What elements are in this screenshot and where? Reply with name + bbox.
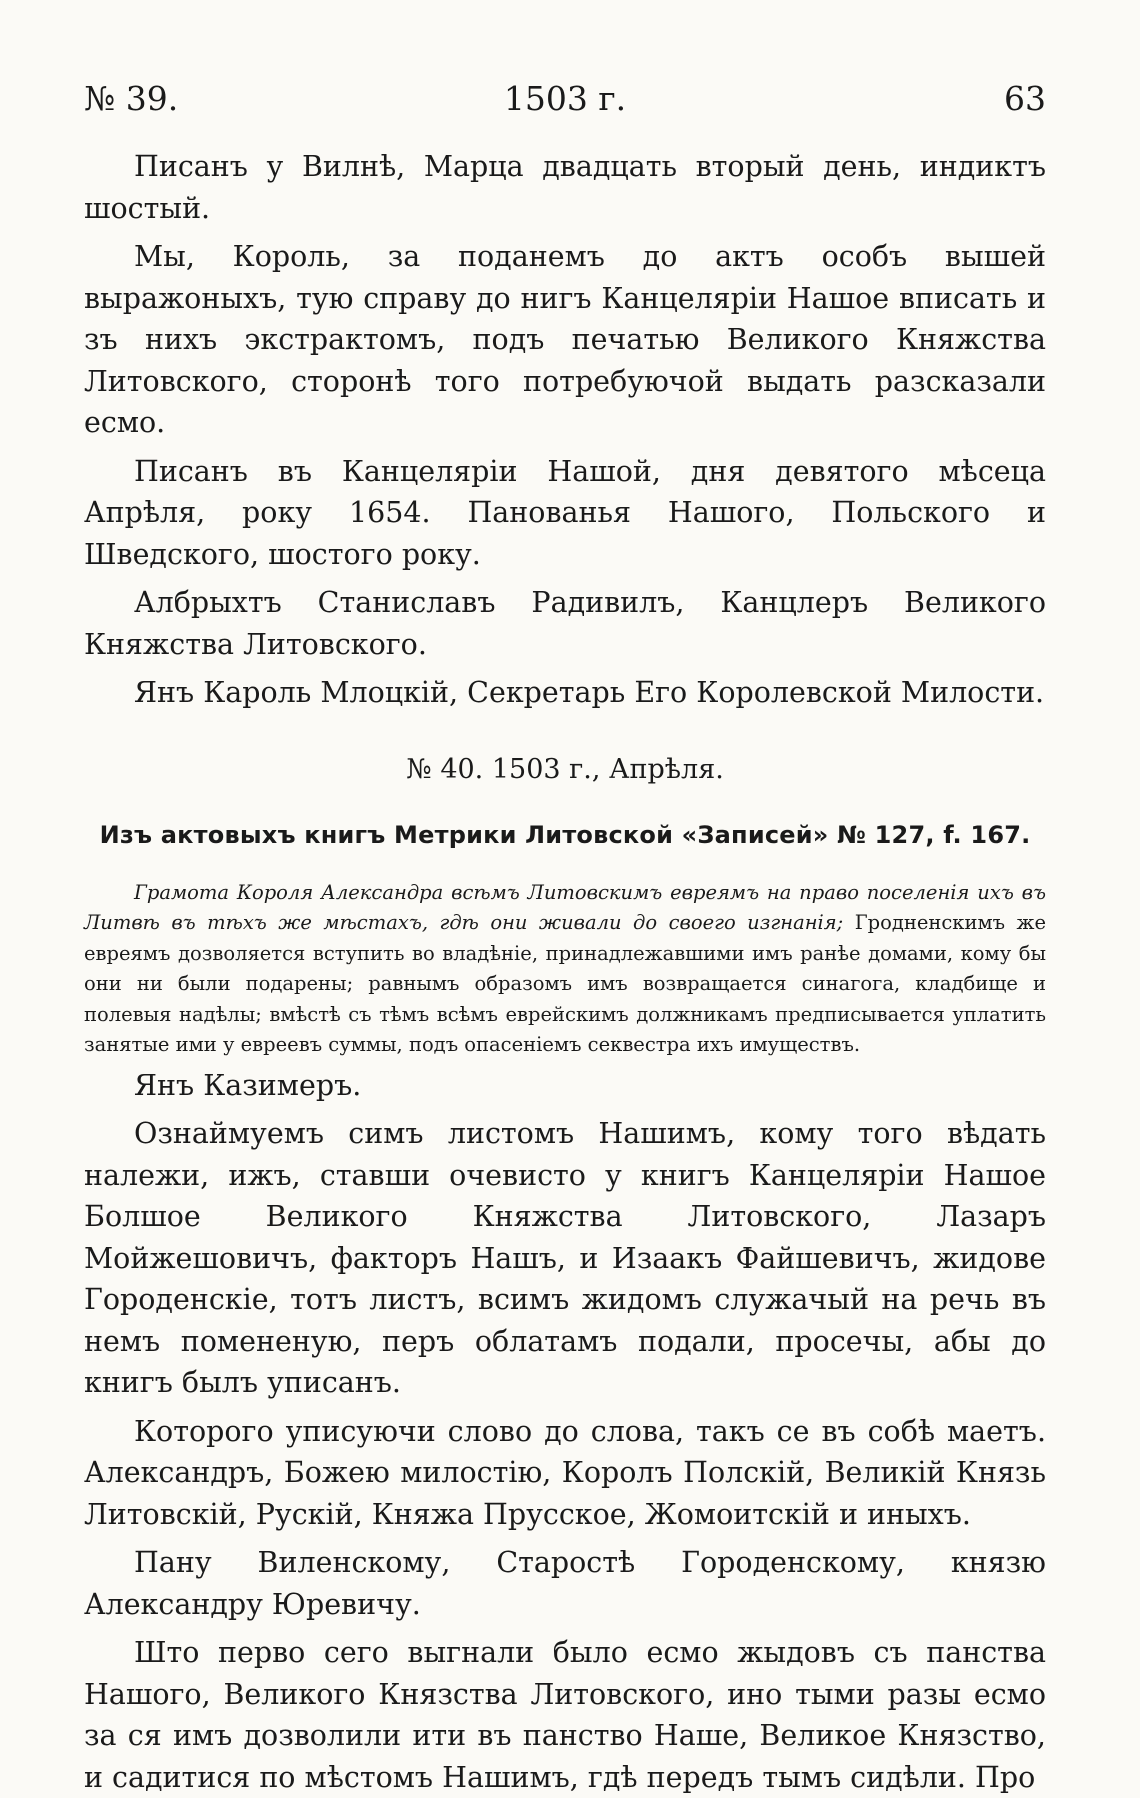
source-reference: Изъ актовыхъ книгъ Метрики Литовской «Записей» № 127, f. 167.: [99, 820, 1031, 849]
summary-italic: Грамота Короля Александра всѣмъ Литовскимъ евреямъ на право поселенія ихъ въ Литвѣ въ тѣхъ же мѣстахъ, гдѣ они живали до своего изгнанія;: [84, 880, 1046, 934]
page-number: 63: [1004, 79, 1046, 118]
document-heading: № 40. 1503 г., Апрѣля.: [406, 753, 724, 785]
paragraph-announcement: Ознаймуемъ симъ листомъ Нашимъ, кому того вѣдать належи, ижъ, ставши очевисто у книгъ Канцеляріи Нашое Болшое Великого Княжства Литовского, Лазаръ Мойжешовичъ, факторъ Нашъ, и Изаакъ Файшевичъ, жидове Городенскіе, тотъ листъ, всимъ жидомъ служачый на речь въ немъ помененую, перъ облатамъ подали, просечы, абы до книгъ былъ уписанъ.: [84, 1117, 1046, 1399]
paragraph-chancellery-date: Писанъ въ Канцеляріи Нашой, дня девятого мѣсеца Апрѣля, року 1654. Панованья Нашого, Польского и Шведского, шостого року.: [84, 454, 1046, 571]
header-document-number: № 39.: [84, 79, 179, 118]
paragraph-addressee: Пану Виленскому, Старостѣ Городенскому, князю Александру Юревичу.: [84, 1546, 1046, 1621]
header-year: 1503 г.: [503, 79, 627, 118]
running-header: [84, 74, 1046, 124]
paragraph-expulsion: Што перво сего выгнали было есмо жыдовъ съ панства Нашого, Великого Князства Литовского, ино тыми разы есмо за ся имъ дозволили ити въ панство Наше, Великое Князство, и садитися по мѣстомъ Нашимъ, гдѣ передъ тымъ сидѣли. Про: [84, 1636, 1046, 1794]
document-summary: [84, 878, 1046, 1061]
paragraph-secretary-signature: Янъ Кароль Млоцкій, Секретарь Его Королевской Милости.: [134, 676, 1045, 709]
king-signature: Янъ Казимеръ.: [134, 1068, 362, 1102]
paragraph-dated-vilna: Писанъ у Вилнѣ, Марца двадцать вторый день, индиктъ шостый.: [84, 150, 1046, 225]
summary-regular: Гродненскимъ же евреямъ дозволяется вступить во владѣніе, принадлежавшими имъ ранѣе домами, кому бы они ни были подарены; равнымъ образомъ имъ возвращается синагога, кладбище и полевыя надѣлы; вмѣстѣ съ тѣмъ всѣмъ еврейскимъ должникамъ предписывается уплатить занятые ими у евреевъ суммы, подъ опасеніемъ секвестра ихъ имуществъ.: [84, 911, 1046, 1056]
paragraph-chancellor-signature: Албрыхтъ Станиславъ Радивилъ, Канцлеръ Великого Княжства Литовского.: [84, 586, 1046, 661]
paragraph-king-order: Мы, Король, за поданемъ до актъ особъ вышей выражоныхъ, тую справу до нигъ Канцеляріи Нашое вписать и зъ нихъ экстрактомъ, подъ печатью Великого Княжства Литовского, сторонѣ того потребуючой выдать разсказали есмо.: [84, 240, 1046, 439]
paragraph-transcription: Которого уписуючи слово до слова, такъ се въ собѣ маетъ. Александръ, Божею милостію, Королъ Полскій, Великій Князь Литовскій, Рускій, Княжа Прусское, Жомоитскій и иныхъ.: [84, 1414, 1046, 1531]
page-body: [84, 146, 1046, 1798]
